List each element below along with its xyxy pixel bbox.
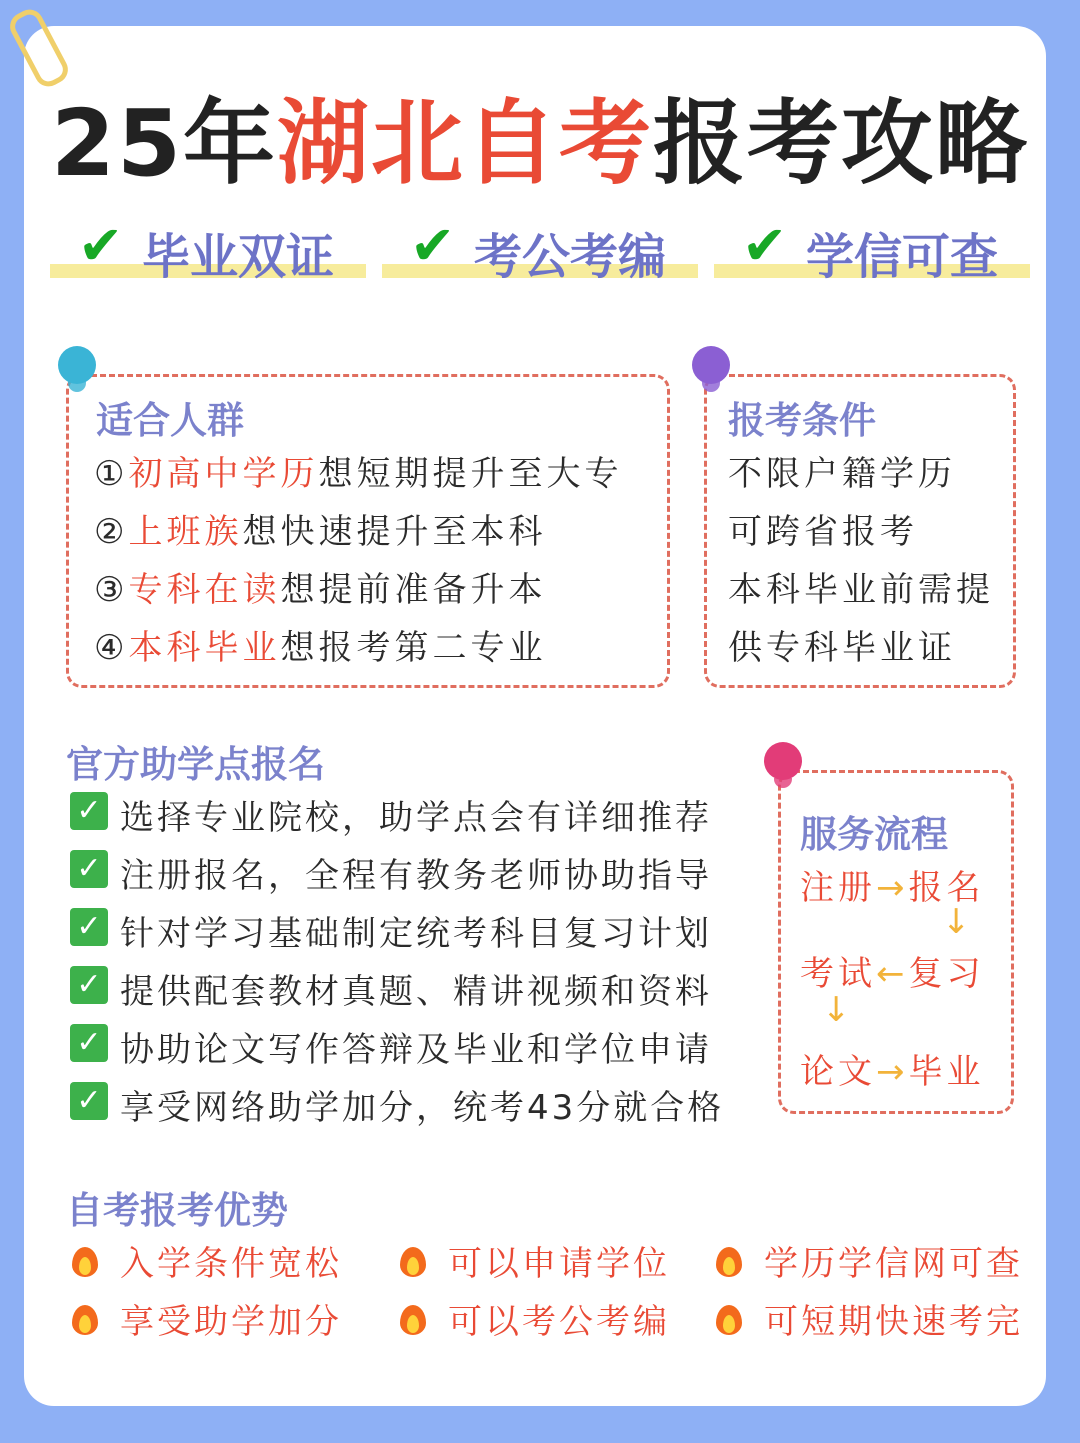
- checkbox-icon: ✓: [70, 850, 108, 888]
- badge-chsi-verifiable: [714, 212, 1030, 285]
- checkmark-icon: ✔: [78, 214, 124, 277]
- checkmark-icon: ✔: [410, 214, 456, 277]
- official-heading: 官方助学点报名: [66, 743, 325, 786]
- advantage-item: 学历学信网可查: [714, 1236, 1023, 1285]
- arrow-down-icon: ↓: [942, 902, 975, 942]
- pin-icon: [58, 346, 96, 384]
- page-title: [0, 70, 1080, 202]
- checkbox-icon: ✓: [70, 792, 108, 830]
- suitable-item: ①初高中学历想短期提升至大专: [94, 454, 623, 494]
- condition-line: 供专科毕业证: [728, 628, 956, 668]
- badge-label: 学信可查: [806, 229, 999, 285]
- badge-label: 毕业双证: [142, 229, 335, 285]
- advantage-item: 入学条件宽松: [70, 1236, 342, 1285]
- fire-icon: [398, 1301, 428, 1337]
- arrow-left-icon: ←: [876, 954, 909, 994]
- suitable-item: ②上班族想快速提升至本科: [94, 512, 547, 552]
- badge-civil-service: [382, 212, 698, 285]
- flow-row-3: 论文→毕业: [800, 1052, 985, 1092]
- service-heading: 服务流程: [800, 813, 948, 856]
- title-highlight: 湖北自考: [277, 90, 654, 197]
- checkbox-icon: ✓: [70, 1082, 108, 1120]
- checkbox-icon: ✓: [70, 966, 108, 1004]
- advantage-item: 享受助学加分: [70, 1294, 342, 1343]
- advantage-item: 可短期快速考完: [714, 1294, 1023, 1343]
- flow-row-2: 考试←复习: [800, 954, 985, 994]
- fire-icon: [714, 1243, 744, 1279]
- badge-row: [50, 212, 1030, 285]
- fire-icon: [398, 1243, 428, 1279]
- title-rest: 报考攻略: [653, 90, 1030, 197]
- checkbox-icon: ✓: [70, 1024, 108, 1062]
- condition-line: 不限户籍学历: [728, 454, 956, 494]
- advantage-item: 可以申请学位: [398, 1236, 670, 1285]
- fire-icon: [70, 1243, 100, 1279]
- fire-icon: [714, 1301, 744, 1337]
- fire-icon: [70, 1301, 100, 1337]
- advantage-item: 可以考公考编: [398, 1294, 670, 1343]
- condition-line: 可跨省报考: [728, 512, 918, 552]
- arrow-right-icon: →: [876, 868, 909, 908]
- suitable-item: ④本科毕业想报考第二专业: [94, 628, 547, 668]
- title-year: 25年: [50, 90, 277, 197]
- arrow-down-icon: ↓: [822, 990, 855, 1030]
- checkmark-icon: ✔: [742, 214, 788, 277]
- suitable-item: ③专科在读想提前准备升本: [94, 570, 547, 610]
- flow-row-1: 注册→报名: [800, 868, 985, 908]
- advantages-heading: 自考报考优势: [66, 1189, 288, 1232]
- condition-line: 本科毕业前需提: [728, 570, 994, 610]
- conditions-heading: 报考条件: [728, 399, 876, 442]
- badge-label: 考公考编: [474, 229, 667, 285]
- pin-icon: [692, 346, 730, 384]
- suitable-heading: 适合人群: [96, 399, 244, 442]
- pin-icon: [764, 742, 802, 780]
- badge-dual-certificate: [50, 212, 366, 285]
- arrow-right-icon: →: [876, 1052, 909, 1092]
- checkbox-icon: ✓: [70, 908, 108, 946]
